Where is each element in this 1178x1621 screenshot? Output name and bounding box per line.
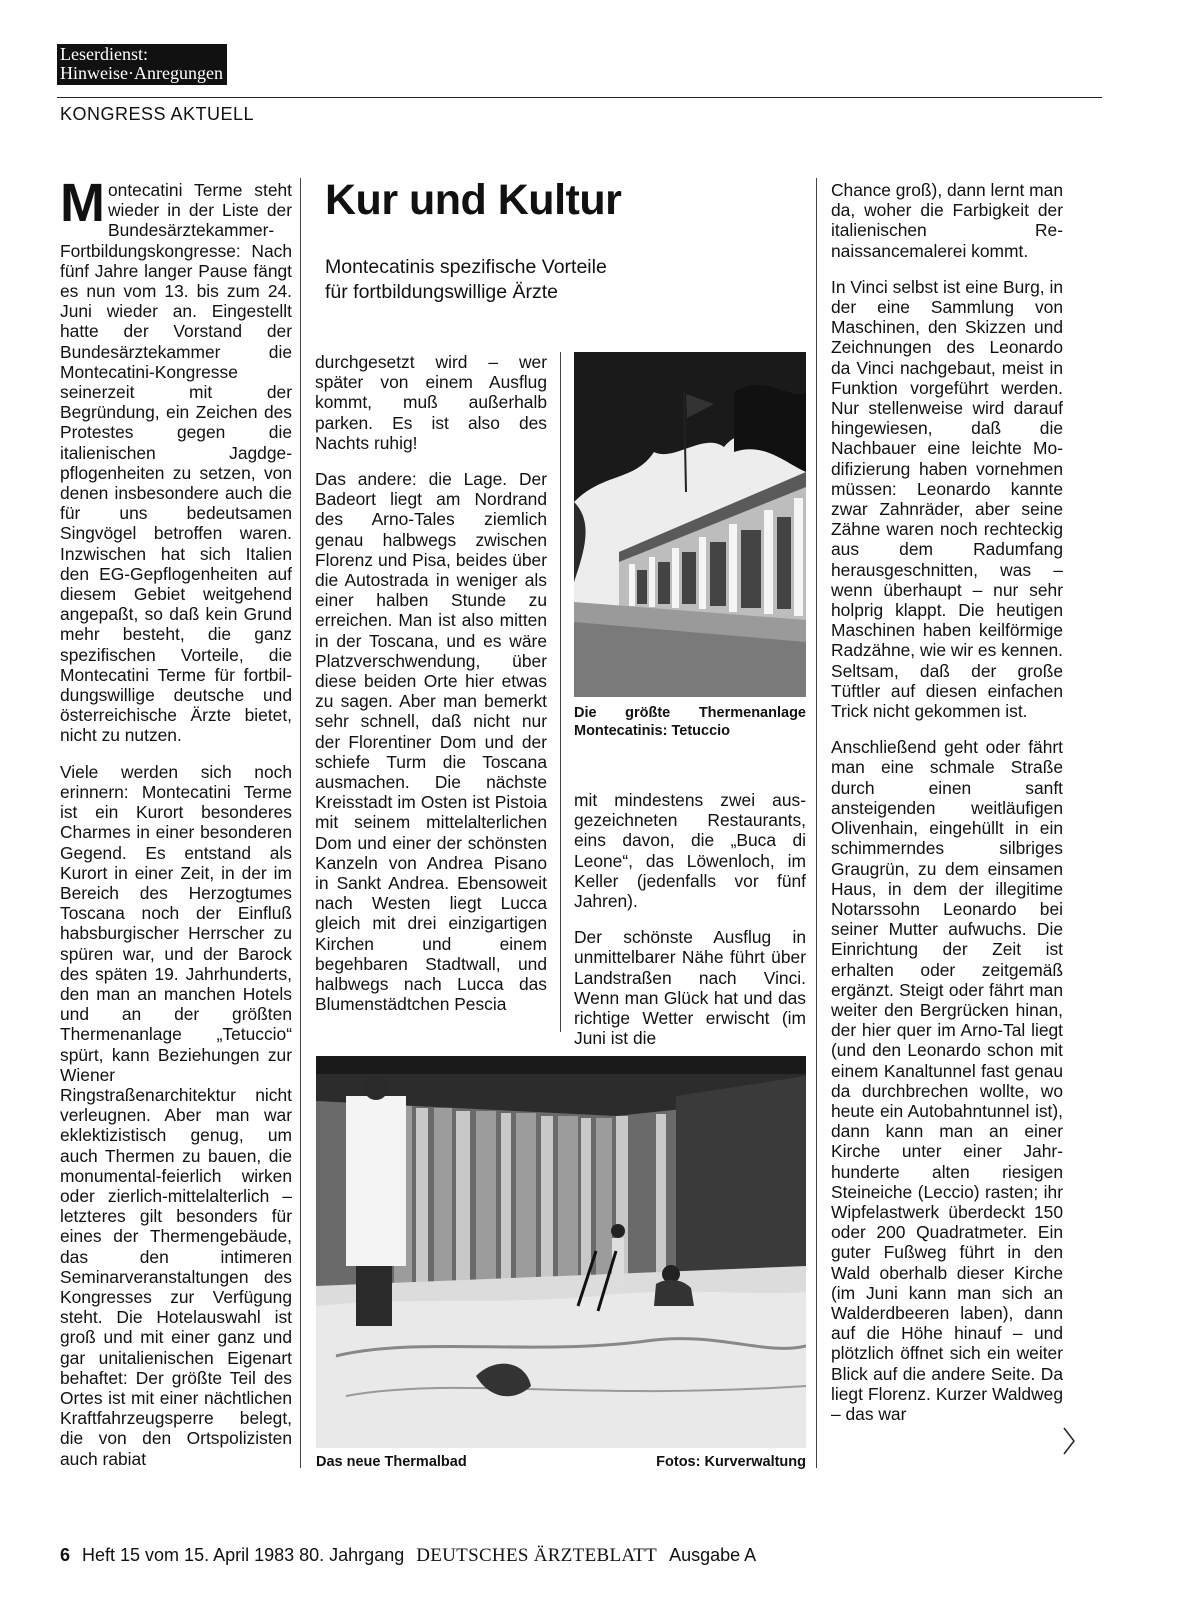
caption-tetuccio-line2: Montecatinis: Tetuccio (574, 723, 731, 739)
kicker: KONGRESS AKTUELL (60, 104, 255, 124)
article-title: Kur und Kultur (325, 176, 622, 224)
paragraph: Viele werden sich noch erinnern: Montecatini Terme ist ein Kurort besonderes Charmes in einer besonderen Gegend. Es entstand als Kurort in einer Zeit, in der im Bereich des Herzogtumes Toscana noch der Einfluß habsburgischer Herrscher zu spüren war, und der Barock des späten 19. Jahrhunderts, den man an manchen Hotels und an der größten Thermenanlage „Tetuccio“ spürt, kann Beziehungen zur Wiener Ringstraßenarchitektur nicht verleugnen. Aber man war eklektizistisch genug, um auch Thermen zu bauen, die monumental-feierlich wirken oder zierlich-mittelalterlich – letzteres gilt besonders für eines der Thermengebäude, das den intimeren Seminarveranstaltungen des Kongresses zur Verfügung steht. Die Hotelauswahl ist groß und mit einer ganz und gar unitalienischen Eigenart behaftet: Der größte Teil des Ortes ist mit einer nächtlichen Kraftfahrzeugsperre belegt, die von den Ortspolizisten auch rabiat (60, 761, 292, 1469)
article-subtitle (325, 255, 655, 305)
paragraph: In Vinci selbst ist eine Burg, in der eine Sammlung von Maschinen, den Skizzen und Zeichnungen des Leonardo da Vinci nachgebaut, meist in Funktion vorgeführt werden. Nur stellenweise wird darauf hingewiesen, daß die Nachbauer eine leichte Modifizierung haben vornehmen müssen: Leonardo kannte zwar Zahnräder, aber seine Zähne waren noch rechteckig aus dem Radumfang herausgeschnitten, was – wenn überhaupt – nur sehr holprig klappt. Die heutigen Maschinen haben keilförmige Radzähne, wie wir es kennen. Seltsam, daß der große Tüftler auf diesen einfachen Trick nicht gekommen ist. (831, 276, 1064, 722)
photo-credit: Fotos: Kurverwaltung (656, 1454, 806, 1470)
issue-info: Heft 15 vom 15. April 1983 80. Jahrgang (82, 1545, 405, 1565)
section-label-line1: Leserdienst: (60, 44, 148, 64)
subtitle-line1: Montecatinis spezifische Vorteile (325, 256, 607, 278)
paragraph: Das andere: die Lage. Der Badeort liegt am Nordrand des Arno-Tales ziemlich genau halbwegs zwischen Florenz und Pisa, beides über die Autostrada in weniger als einer halben Stunde zu erreichen. Man ist also mitten in der Toscana, und es wäre Platzverschwendung, über diese beiden Orte hier etwas zu sagen. Aber man bemerkt sehr schnell, daß nicht nur der Florentiner Dom und der schiefe Turm die Toscana ausmachen. Die nächste Kreisstadt im Osten ist Pistoia mit seinem mittelalterlichen Dom und einer der schönsten Kanzeln von Andrea Pisano in Sankt Andrea. Ebensoweit nach Westen liegt Lucca gleich mit drei einzigartigen Kirchen und einem begehbaren Stadtwall, und halbwegs nach Lucca das Blumenstädtchen Pescia (315, 469, 547, 1015)
column-2 (315, 352, 547, 1015)
page-footer (60, 1545, 756, 1567)
edition: Ausgabe A (669, 1545, 757, 1565)
photo-thermalbad (316, 1056, 806, 1448)
photo-tetuccio (574, 352, 806, 697)
paragraph: Der schönste Ausflug in unmittelbarer Nähe führt über Landstraßen nach Vinci. Wenn man Glück hat und das richtige Wetter erwischt (im Juni ist die (574, 927, 806, 1049)
section-label-box (57, 44, 227, 85)
top-rule (57, 97, 1102, 98)
caption-thermalbad: Das neue Thermalbad (316, 1454, 467, 1470)
paragraph: Anschließend geht oder fährt man eine schmale Straße durch einen sanft ansteigenden weitläufigen Olivenhain, eingehüllt in ein schimmerndes silbriges Graugrün, zu dem einsamen Haus, in dem der illegitime Notarssohn Leonardo bei seiner Mutter aufwuchs. Die Einrichtung der Zeit ist erhalten oder zeitgemäß ergänzt. Steigt oder fährt man weiter den Bergrücken hinan, der hier quer im Arno-Tal liegt (und den Leonardo schon mit einem Kanaltunnel fast genau da durchbrechen wollte, wo heute ein Autobahntunnel ist), dann kann man an einer Kirche unter einer Jahrhunderte alten riesigen Steineiche (Leccio) rasten; ihr Wipfelastwerk überdeckt 150 oder 200 Quadratmeter. Ein guter Fußweg führt in den Wald oberhalb dieser Kirche (im Juni kann man sich an Walderdbeeren laben), dann auf die Höhe hinauf – und plötzlich öffnet sich ein weiter Blick auf die andere Seite. Da liegt Florenz. Kurzer Waldweg – das war (831, 737, 1063, 1424)
drop-cap: M (60, 173, 105, 233)
caption-tetuccio (574, 704, 806, 740)
subtitle-line2: für fortbildungswillige Ärzte (325, 281, 559, 303)
column-4 (831, 180, 1063, 1424)
column-divider-2 (560, 352, 561, 1032)
paragraph: mit mindestens zwei ausgezeichneten Restaurants, eins davon, die „Buca di Leone“, das Löwenloch, im Keller (jedenfalls vor fünf Jahren). (574, 790, 806, 912)
page-number: 6 (60, 1545, 71, 1565)
continue-arrow-icon (1062, 1426, 1076, 1456)
column-divider-1 (300, 178, 301, 1468)
column-1 (60, 173, 292, 1469)
column-divider-3 (816, 178, 817, 1468)
column-3 (574, 790, 806, 1048)
paragraph: Chance groß), dann lernt man da, woher die Farbigkeit der italienischen Renaissancemalerei kommt. (831, 180, 1063, 261)
section-label-line2: Hinweise·Anregungen (60, 63, 223, 83)
paragraph: durchgesetzt wird – wer später von einem Ausflug kommt, muß außerhalb parken. Es ist also des Nachts ruhig! (315, 352, 547, 453)
caption-tetuccio-line1: Die größte Thermenanlage (574, 705, 806, 721)
paragraph: Montecatini Terme steht wieder in der Liste der Bundesärztekammer-Fortbildungskongresse: Nach fünf Jahre langer Pause fängt es nun vom 13. bis zum 24. Juni wieder an. Eingestellt hatte der Vorstand der Bundesärztekammer die Montecatini-Kongresse seinerzeit mit der Begründung, ein Zeichen des Protestes gegen die italienischen Jagdgepflogenheiten zu setzen, von denen insbesondere auch die für uns bedeutsamen Singvögel betroffen waren. Inzwischen hat sich Italien den EG-Gepflogenheiten auf diesem Gebiet weitgehend angepaßt, so daß kein Grund mehr besteht, die ganz spezifischen Vorteile, die Montecatini Terme für fortbildungswillige deutsche und österreichische Ärzte bietet, nicht zu nutzen. (60, 173, 292, 746)
journal-name: DEUTSCHES ÄRZTEBLATT (416, 1545, 658, 1566)
